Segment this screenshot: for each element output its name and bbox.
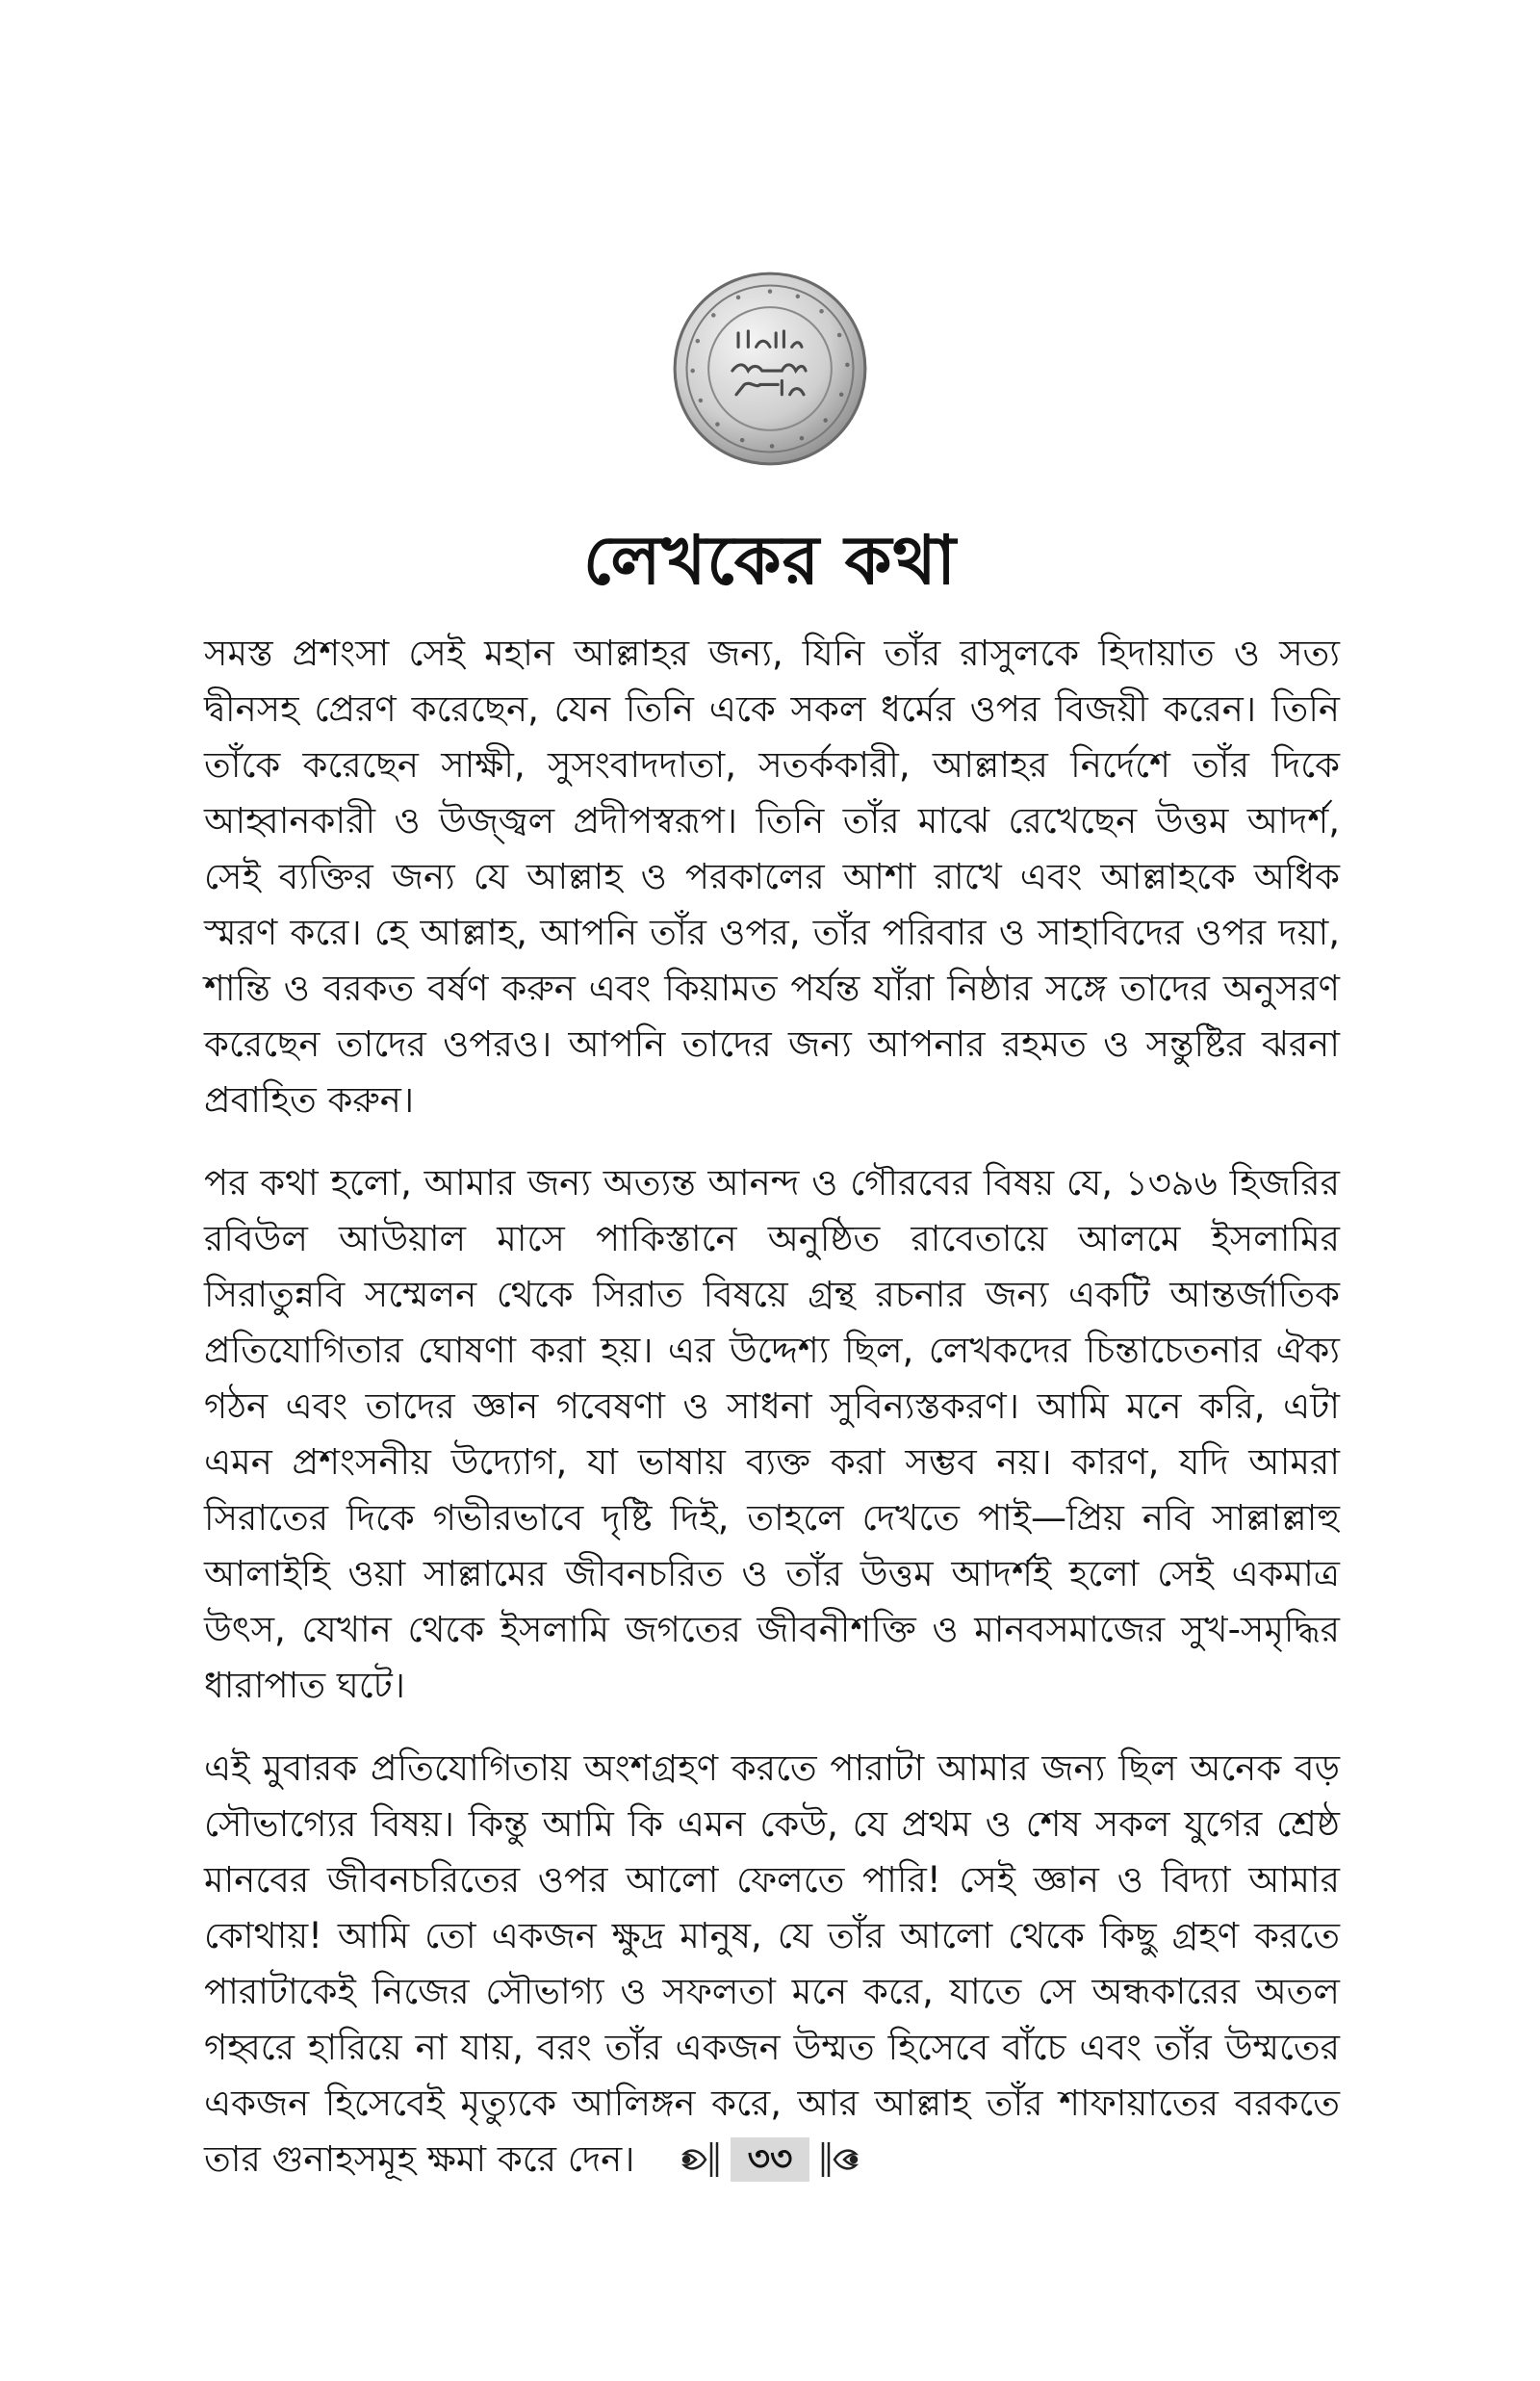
folio (675, 2137, 866, 2182)
coin-icon (671, 270, 869, 468)
page-title: লেখকের কথা (582, 521, 958, 600)
page-number: ৩৩ (731, 2137, 810, 2182)
paragraph-3: এই মুবারক প্রতিযোগিতায় অংশগ্রহণ করতে পারাটা আমার জন্য ছিল অনেক বড় সৌভাগ্যের বিষয়। কিন্তু আমি কি এমন কেউ, যে প্রথম ও শেষ সকল যুগের শ্রেষ্ঠ মানবের জীবনচরিতের ওপর আলো ফেলতে পারি! সেই জ্ঞান ও বিদ্যা আমার কোথায়! আমি তো একজন ক্ষুদ্র মানুষ, যে তাঁর আলো থেকে কিছু গ্রহণ করতে পারাটাকেই নিজের সৌভাগ্য ও সফলতা মনে করে, যাতে সে অন্ধকারের অতল গহ্বরে হারিয়ে না যায়, বরং তাঁর একজন উম্মত হিসেবে বাঁচে এবং তাঁর উম্মতের একজন হিসেবেই মৃত্যুকে আলিঙ্গন করে, আর আল্লাহ তাঁর শাফায়াতের বরকতে তার গুনাহসমূহ ক্ষমা করে দেন। (204, 1747, 1340, 2180)
page-footer (0, 2137, 1540, 2182)
paragraph-2: পর কথা হলো, আমার জন্য অত্যন্ত আনন্দ ও গৌরবের বিষয় যে, ১৩৯৬ হিজরির রবিউল আউয়াল মাসে পাকিস্তানে অনুষ্ঠিত রাবেতায়ে আলমে ইসলামির সিরাতুন্নবি সম্মেলন থেকে সিরাত বিষয়ে গ্রন্থ রচনার জন্য একটি আন্তর্জাতিক প্রতিযোগিতার ঘোষণা করা হয়। এর উদ্দেশ্য ছিল, লেখকদের চিন্তাচেতনার ঐক্য গঠন এবং তাদের জ্ঞান গবেষণা ও সাধনা সুবিন্যস্তকরণ। আমি মনে করি, এটা এমন প্রশংসনীয় উদ্যোগ, যা ভাষায় ব্যক্ত করা সম্ভব নয়। কারণ, যদি আমরা সিরাতের দিকে গভীরভাবে দৃষ্টি দিই, তাহলে দেখতে পাই—প্রিয় নবি সাল্লাল্লাহু আলাইহি ওয়া সাল্লামের জীবনচরিত ও তাঁর উত্তম আদর্শই হলো সেই একমাত্র উৎস, যেখান থেকে ইসলামি জগতের জীবনীশক্তি ও মানবসমাজের সুখ-সমৃদ্ধির ধারাপাত ঘটে। (204, 1162, 1340, 1706)
floral-ornament-icon (815, 2138, 865, 2181)
floral-ornament-icon (675, 2138, 725, 2181)
body-text (204, 626, 1340, 2214)
paragraph-1: সমস্ত প্রশংসা সেই মহান আল্লাহর জন্য, যিনি তাঁর রাসুলকে হিদায়াত ও সত্য দ্বীনসহ প্রেরণ করেছেন, যেন তিনি একে সকল ধর্মের ওপর বিজয়ী করেন। তিনি তাঁকে করেছেন সাক্ষী, সুসংবাদদাতা, সতর্ককারী, আল্লাহর নির্দেশে তাঁর দিকে আহ্বানকারী ও উজ্জ্বল প্রদীপস্বরূপ। তিনি তাঁর মাঝে রেখেছেন উত্তম আদর্শ, সেই ব্যক্তির জন্য যে আল্লাহ ও পরকালের আশা রাখে এবং আল্লাহকে অধিক স্মরণ করে। হে আল্লাহ, আপনি তাঁর ওপর, তাঁর পরিবার ও সাহাবিদের ওপর দয়া, শান্তি ও বরকত বর্ষণ করুন এবং কিয়ামত পর্যন্ত যাঁরা নিষ্ঠার সঙ্গে তাদের অনুসরণ করেছেন তাদের ওপরও। আপনি তাদের জন্য আপনার রহমত ও সন্তুষ্টির ঝরনা প্রবাহিত করুন। (204, 633, 1340, 1121)
